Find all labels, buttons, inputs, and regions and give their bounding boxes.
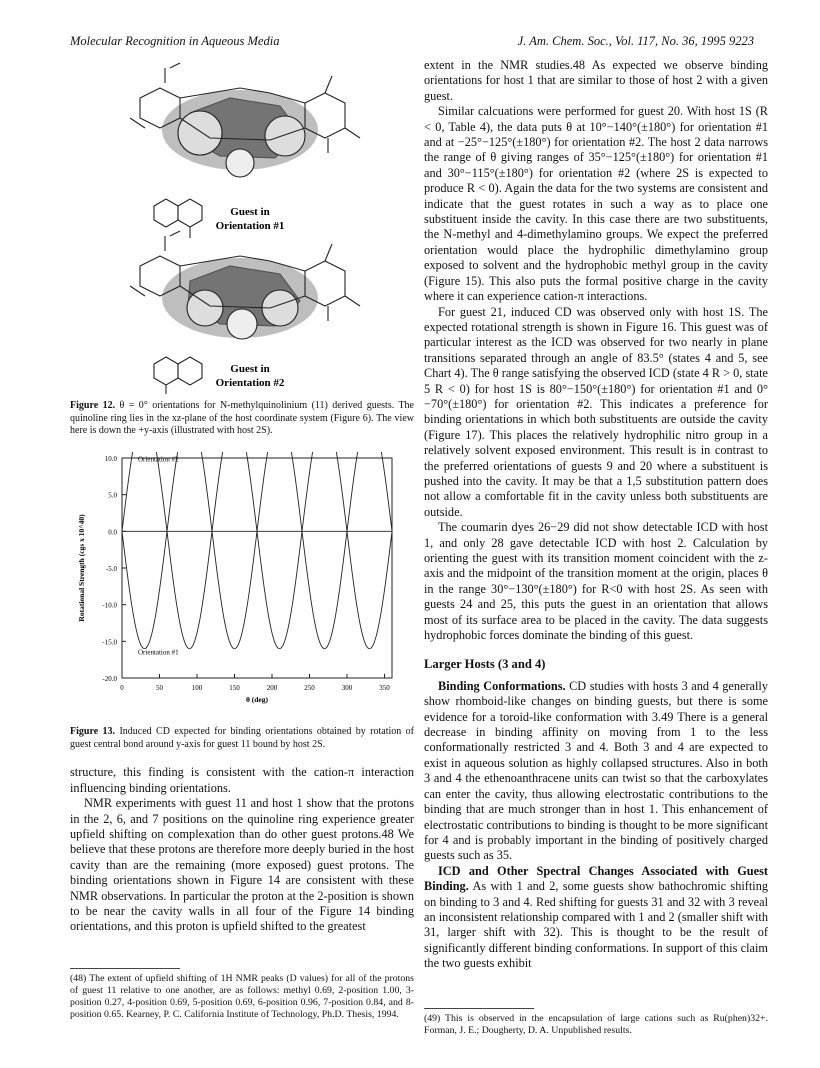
left-body [70,765,414,934]
figure-12-caption-lead: Figure 12. [70,400,116,411]
guest-1-label-a: Guest in [230,206,270,218]
y-tick-label: -10.0 [102,601,117,610]
series-line-1 [122,452,392,649]
x-tick-label: 200 [266,683,278,692]
right-column [424,58,768,972]
x-tick-label: 0 [120,683,124,692]
right-paragraph-6 [424,864,768,972]
guest-2-label-b: Orientation #2 [215,377,285,389]
figure-12-caption [70,400,414,438]
x-tick-label: 50 [156,683,163,692]
x-axis-label: θ (deg) [245,694,269,704]
y-tick-label: 5.0 [108,491,117,500]
running-header-left: Molecular Recognition in Aqueous Media [70,34,280,48]
right-paragraph-6-text: As with 1 and 2, some guests show bathochromic shifting on binding to 3 and 4. Red shifting for guests 31 and 32 with 3 reveal an inconsistent relationship compared with 1 and 2 (smaller shift with 31, larger shift with 32). This is thought to be the result of significantly different binding conformations. In support of this claim the two guests exhibit [424,879,768,971]
x-tick-label: 350 [379,683,390,692]
figure-12 [70,58,414,398]
figure-13-caption-text: Induced CD expected for binding orientations obtained by rotation of guest central bond around y-axis for guest 11 bound by host 2S. [70,726,414,750]
figure-12-structures [70,58,414,398]
y-tick-label: -20.0 [102,674,117,683]
quinolinium-guest-2 [154,357,202,394]
y-tick-label: 10.0 [104,454,117,463]
y-tick-label: -15.0 [102,638,117,647]
guest-1-label-b: Orientation #1 [215,220,285,232]
annotation-orientation-1: Orientation #1 [138,648,179,657]
footnote-rule [70,968,180,969]
right-footnote-block [424,1008,768,1037]
figure-12-caption-text: θ = 0° orientations for N-methylquinolinium (11) derived guests. The quinoline ring lies in the xz-plane of the host coordinate system (Figure 6). The view here is down the +y-axis (illustrated with host 2S). [70,400,414,437]
section-heading-larger-hosts: Larger Hosts (3 and 4) [424,657,546,672]
icd-spectral-lead: ICD and Other Spectral Changes Associated with Guest Binding. [424,863,768,894]
footnote-48: (48) The extent of upfield shifting of 1H NMR peaks (D values) for all of the protons of guest 11 relative to one another, are as follows: methyl 0.69, 2-position 1.00, 3-position 0.27, 4-position 0.69, 5-position 0.69, 6-position 0.96, 7-position 0.84, and 8-position 0.65. Kearney, P. C. California Institute of Technology, Ph.D. Thesis, 1994. [70,973,414,1020]
footnote-rule-right [424,1008,534,1009]
figure-13 [70,452,414,718]
x-tick-label: 100 [191,683,203,692]
host-structure-bottom [130,231,360,339]
left-paragraph-2: NMR experiments with guest 11 and host 1 show that the protons in the 2, 6, and 7 positions on the quinoline ring experience greater upfield shifting on complexation than do other guest protons.48 We believe that these protons are therefore more deeply buried in the host cavity than are the remaining (more exposed) guest protons. The binding orientations shown in Figure 14 are consistent with these NMR observations. In particular the proton at the 2-position is shown to be near the cavity walls in all four of the Figure 14 binding orientations, and this proton is upfield shifted to the greatest [70,796,414,934]
right-paragraph-5 [424,679,768,864]
binding-conformations-lead: Binding Conformations. [438,678,566,693]
figure-13-caption [70,726,414,751]
y-tick-label: -5.0 [105,564,117,573]
host-structure-top [130,63,360,177]
series-line-2 [122,452,392,649]
right-paragraph-1: extent in the NMR studies.48 As expected we observe binding orientations for host 1 that are similar to those of host 2 with a given guest. [424,58,768,103]
x-tick-label: 150 [229,683,240,692]
x-tick-label: 250 [304,683,315,692]
guest-2-label-a: Guest in [230,363,270,375]
right-paragraph-5-text: CD studies with hosts 3 and 4 generally show rhomboid-like changes on binding guests, but there is some evidence for a toroid-like conformation with 3.49 There is a general decrease in binding affinity on moving from 1 to the less conformationally restricted 3 and 4. Both 3 and 4 are expected to exist in aqueous solution as highly collapsed structures. Also in both 3 and 4 the ethenoanthracene units can twist so that the carboxylates can enter the cavity, thus allowing electrostatic contributions to the binding that are much stronger than in host 1. This enhancement of electrostatic contributions to binding is thought to be more significant for 4 and is probably important in the binding of positively charged guests such as 35. [424,678,768,863]
right-paragraph-4: The coumarin dyes 26−29 did not show detectable ICD with host 1, and only 28 gave detectable ICD with host 2. Calculation by orienting the guest with its transition moment coincident with the z-axis and the midpoint of the transition moment at the origin, places θ in the range 30°−130°(±180°) for R<0 with host 2S. As seen with guests 24 and 25, this puts the guest in an orientation that allows most of its surface area to be placed in the cavity. The data suggests hydrophobic forces dominate the binding of this guest. [424,520,768,643]
right-paragraph-3: For guest 21, induced CD was observed only with host 1S. The expected rotational strength is shown in Figure 16. This guest was of particular interest as the ICD was observed for two nearly in plane transitions separated through an angle of 83.5° (states 4 and 5, see Chart 4). The θ range satisfying the observed ICD (state 4 R > 0, state 5 R < 0) for host 1S is 80°−150°(±180°) for orientation #1 and 0°−70°(±180°) for orientation #2. This indicates a preference for binding orientations in which both substituents are outside the cavity (Figure 17). This places the relatively hydrophilic nitro group in a relatively solvent exposed environment. This result is in contrast to the preferred orientations of guests 9 and 20 where a substituent is pushed into the cavity. It may be that a 1,5 substitution pattern does not allow a comfortable fit in the cavity unless both substituents are outside. [424,304,768,519]
left-footnote-block [70,968,414,1021]
right-paragraph-2: Similar calcuations were performed for guest 20. With host 1S (R < 0, Table 4), the data puts θ at 10°−140°(±180°) for orientation #1 and at −25°−125°(±180°) for orientation #2. The host 2 data narrows the range of θ giving ranges of 35°−125°(±180°) for orientation #1 and 30°−115°(±180°) for orientation #2 (where 2S is expected to produce R < 0). Again the data for the two systems are consistent and indicate that the guest rotates in such a way as to place one substituent inside the cavity. In this case there are two substituents, the N-methyl and 4-dimethylamino groups. We expect the preferred orientation would place the hydrophilic dimethylamino group exposed to solvent and the hydrophobic methyl group in the cavity (Figure 15). This also puts the formal positive charge in the cavity where it can experience cation-π interactions. [424,104,768,304]
footnote-49: (49) This is observed in the encapsulation of large cations such as Ru(phen)32+. Forman, J. E.; Dougherty, D. A. Unpublished results. [424,1013,768,1036]
figure-13-caption-lead: Figure 13. [70,726,116,738]
left-paragraph-1: structure, this finding is consistent with the cation-π interaction influencing binding orientations. [70,765,414,795]
y-axis-label: Rotational Strength (cgs x 10^40) [77,514,86,622]
figure-13-chart [70,452,400,714]
left-column [70,400,414,935]
y-tick-label: 0.0 [108,528,117,537]
annotation-orientation-2: Orientation #2 [138,455,179,464]
x-tick-label: 300 [341,683,353,692]
running-header-right: J. Am. Chem. Soc., Vol. 117, No. 36, 1995 9223 [517,34,754,48]
